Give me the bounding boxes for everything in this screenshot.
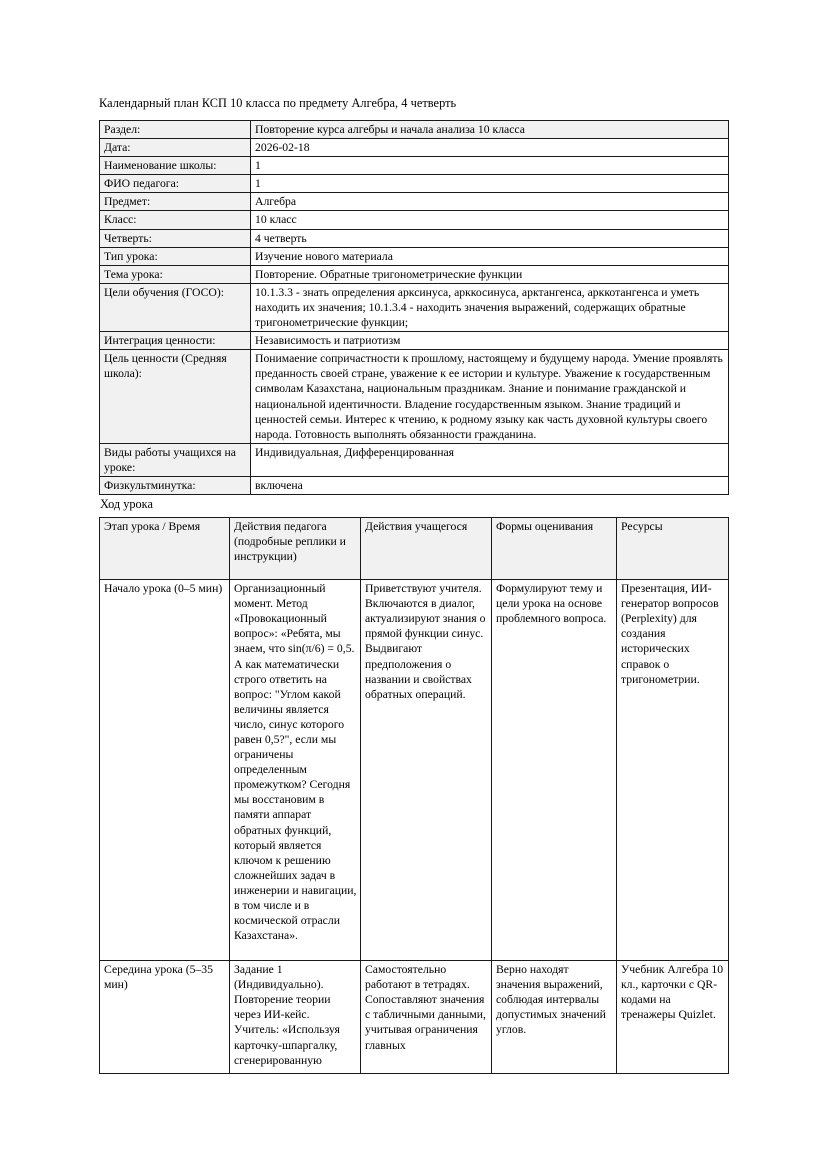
table-row [100, 961, 729, 1074]
info-label: Тип урока: [100, 247, 251, 265]
lesson-flow-caption: Ход урока [100, 497, 153, 512]
info-value: Независимость и патриотизм [251, 332, 729, 350]
flow-resources: Презентация, ИИ-генератор вопросов (Perplexity) для создания исторических справок о тригонометрии. [617, 580, 729, 961]
info-value: 10.1.3.3 - знать определения арксинуса, арккосинуса, арктангенса, арккотангенса и уметь находить их значения; 10.1.3.4 - находить значения выражений, содержащих обратные тригонометрические функции; [251, 283, 729, 331]
column-header-assessment: Формы оценивания [492, 518, 617, 580]
info-value: 1 [251, 157, 729, 175]
info-value: Алгебра [251, 193, 729, 211]
flow-student-actions: Приветствуют учителя. Включаются в диалог, актуализируют знания о прямой функции синус. Выдвигают предположения о названии и свойствах обратных операций. [361, 580, 492, 961]
table-row [100, 229, 729, 247]
lesson-flow-body [100, 580, 729, 1074]
column-header-teacher: Действия педагога (подробные реплики и инструкции) [230, 518, 361, 580]
table-row [100, 332, 729, 350]
flow-teacher-actions: Задание 1 (Индивидуально). Повторение теории через ИИ-кейс. Учитель: «Используя карточку-шпаргалку, сгенерированную [230, 961, 361, 1074]
info-value: Повторение. Обратные тригонометрические функции [251, 265, 729, 283]
lesson-info-body [100, 121, 729, 495]
info-value: 1 [251, 175, 729, 193]
info-label: Цели обучения (ГОСО): [100, 283, 251, 331]
table-row [100, 443, 729, 476]
column-header-resources: Ресурсы [617, 518, 729, 580]
info-value: Понимаение сопричастности к прошлому, настоящему и будущему народа. Умение проявлять преданность своей стране, уважение к ее истории и культуре. Уважение к государственным символам Казахстана, национальным праздникам. Знание и понимание гражданской и национальной идентичности. Владение государственным языком. Знание традиций и ценностей семьи. Интерес к чтению, к родному языку как часть духовной культуры своего народа. Готовность выполнять обязанности гражданина. [251, 350, 729, 444]
info-label: Интеграция ценности: [100, 332, 251, 350]
table-row [100, 476, 729, 494]
info-value: Повторение курса алгебры и начала анализа 10 класса [251, 121, 729, 139]
table-row [100, 265, 729, 283]
info-label: Класс: [100, 211, 251, 229]
table-header-row [100, 518, 729, 580]
table-row [100, 175, 729, 193]
table-row [100, 139, 729, 157]
info-label: Предмет: [100, 193, 251, 211]
info-label: Дата: [100, 139, 251, 157]
lesson-flow-head [100, 518, 729, 580]
info-value: Изучение нового материала [251, 247, 729, 265]
flow-stage: Начало урока (0–5 мин) [100, 580, 230, 961]
flow-resources: Учебник Алгебра 10 кл., карточки с QR-кодами на тренажеры Quizlet. [617, 961, 729, 1074]
info-label: ФИО педагога: [100, 175, 251, 193]
info-label: Физкультминутка: [100, 476, 251, 494]
info-label: Четверть: [100, 229, 251, 247]
info-label: Раздел: [100, 121, 251, 139]
column-header-stage: Этап урока / Время [100, 518, 230, 580]
info-label: Наименование школы: [100, 157, 251, 175]
flow-teacher-actions: Организационный момент. Метод «Провокационный вопрос»: «Ребята, мы знаем, что sin(π/6) = 0,5. А как математически строго ответить на вопрос: "Углом какой величины является число, синус которого равен 0,5?", если мы ограничены определенным промежутком? Сегодня мы восстановим в памяти аппарат обратных функций, который является ключом к решению сложнейших задач в инженерии и навигации, в том числе и в космической отрасли Казахстана». [230, 580, 361, 961]
table-row [100, 283, 729, 331]
info-label: Виды работы учащихся на уроке: [100, 443, 251, 476]
table-row [100, 121, 729, 139]
info-label: Тема урока: [100, 265, 251, 283]
table-row [100, 580, 729, 961]
info-value: включена [251, 476, 729, 494]
flow-student-actions: Самостоятельно работают в тетрадях. Сопоставляют значения с табличными данными, учитывая ограничения главных [361, 961, 492, 1074]
info-value: 2026-02-18 [251, 139, 729, 157]
page-title: Календарный план КСП 10 класса по предмету Алгебра, 4 четверть [99, 96, 457, 110]
table-row [100, 247, 729, 265]
lesson-info-table [99, 120, 729, 495]
flow-stage: Середина урока (5–35 мин) [100, 961, 230, 1074]
table-row [100, 157, 729, 175]
flow-assessment: Верно находят значения выражений, соблюдая интервалы допустимых значений углов. [492, 961, 617, 1074]
column-header-student: Действия учащегося [361, 518, 492, 580]
info-label: Цель ценности (Средняя школа): [100, 350, 251, 444]
lesson-flow-table [99, 517, 729, 1074]
flow-assessment: Формулируют тему и цели урока на основе проблемного вопроса. [492, 580, 617, 961]
info-value: 4 четверть [251, 229, 729, 247]
info-value: 10 класс [251, 211, 729, 229]
info-value: Индивидуальная, Дифференцированная [251, 443, 729, 476]
table-row [100, 211, 729, 229]
table-row [100, 350, 729, 444]
table-row [100, 193, 729, 211]
